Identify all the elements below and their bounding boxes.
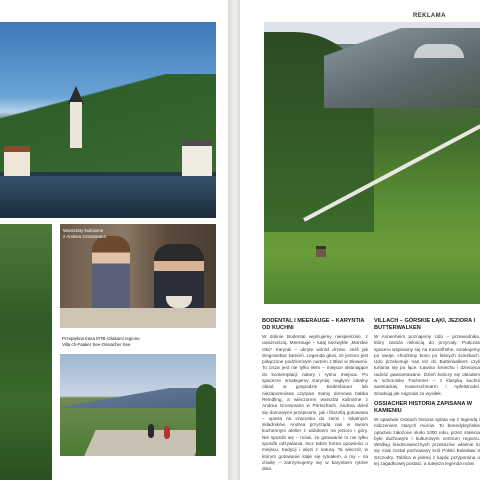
lakeside-building [182, 140, 212, 178]
kitchen-counter [60, 308, 216, 328]
lake-water [0, 176, 216, 218]
cooking-workshop-photo [60, 224, 216, 328]
bike-photo-caption: Przepiękna trasa MTB szlakami regionu Villa ch-Faaker See-Ossiacher See [62, 336, 140, 347]
church-tower [70, 102, 82, 148]
forest-photo [0, 224, 52, 480]
section-body: W dolinie Bodental wędrujemy niespiesznie, z uważnością. Meerauge – tutaj niezwykłe „Morskie Oko” Karyntii – ukryte wśród drzew. Jeśli jak drogowskaz kamień. Legenda głosi, że jezioro jest połączone podziemnym nurtem z Bled w Słowenii. To cisza jest nie tylko tłem – miejsce skłaniające do kontemplacji natury i rytmu miejsca. Po spacerze smakujemy Karyntię nagłymi lokalny obiad w gospodzie Bodenbauer lub niezapomniana czytywa mamy domowa babka Reindling, a wieczorem warsztat kulinarne z Andrea Grossmann w Pörtschach. Andrea dzieli się domowymi przepisami, jak i filozofią gotowania – opartą na szacunku do ziemi i lokalnych składników. Andrea przyrząda nas w swoim kuchennym atelier z widokiem na jezioro i góry. Nie sposób się – mówi, że gotowanie to nie tylko sposób odżywiania, lecz także forma opowieści o miejscu, tradycji i więzi z naturą. Ta wieczór, w którym gotowanie staje się rytuałem, a my – na chwilę – zatrzymujemy się w karyntiem rytmie dnia. [262, 334, 368, 472]
mtb-trail-photo [60, 334, 216, 456]
section-heading: VILLACH – GÓRSKIE ŁĄKI, JEZIORA I BUTTERWALKEN [374, 318, 476, 331]
book-spine [228, 0, 240, 480]
section-body: W Annenheim poznajemy Udo – przewodnika, który zaraża miłością do przyrody. Podczas spaceru wspinamy się na Kanzelhöhe, smakujemy po swoje, chodzimy boso po leśnych ścieżkach. Udo przekonuje nas też do Butterwalkers czyli turlania się po łące. Ławina śmiechu i dziecięca radość gwarantowane. Dzień kończy się obiadem w schronisku Fachener – z klasyką kuchni austriackiej Kaiserschmarrn i Apfelstrudel. Smakują jak nagroda za wysiłek. [374, 334, 480, 396]
mountain-peaks [324, 28, 480, 108]
lake-village-photo [0, 22, 216, 218]
snow-patch [414, 44, 464, 58]
roadside-tree [196, 384, 216, 456]
advertisement-label: REKLAMA [413, 13, 446, 19]
trail-road [84, 430, 206, 456]
distant-mountains [60, 388, 216, 408]
cyclist [164, 426, 170, 439]
cyclist [148, 424, 154, 438]
kitchen-photo-caption: Warsztaty kulinarne z Andrea Grossmann [63, 228, 107, 239]
alpine-valley-photo [264, 22, 480, 304]
alpine-hut [316, 246, 326, 257]
article-column-right [374, 318, 480, 467]
section-heading: OSSIACHER HISTORIA ZAPISANA W KAMIENIU [374, 400, 472, 414]
section-heading: BODENTAL I MEERAUGE – KARYNTIA OD KUCHNI [262, 318, 365, 331]
section-body: W opactwie Ossiach historia splata się z legendą i milczeniem starych murów. To benedyktyńskie opactwo założone około 1000 roku, przez stulecia było duchowym i kulturowym centrum regionu. Według średniowiecznych przekazów właśnie tu się miał został pochowany król Polski Bolesław II Szczodry. Tablica w jednej z kaplic przypomina o tej zagadkowej postaci, a tutejsza legenda mówi [374, 416, 480, 467]
lakeside-house [4, 146, 30, 180]
article-column-left [262, 318, 368, 473]
